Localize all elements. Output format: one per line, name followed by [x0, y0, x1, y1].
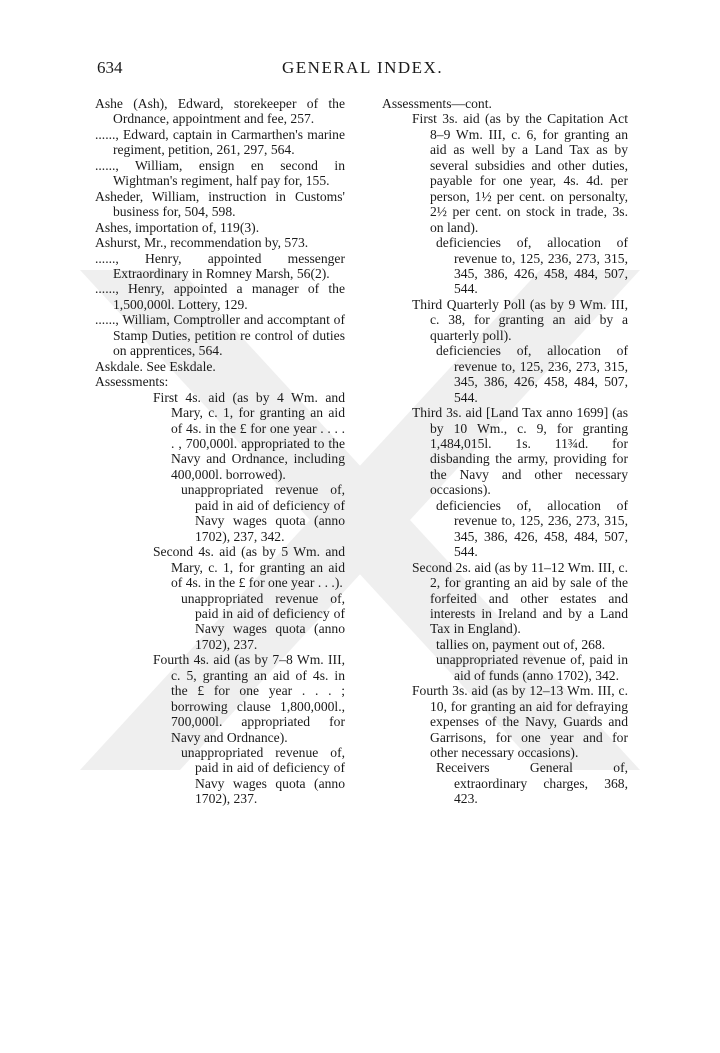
- index-entry: ......, Edward, captain in Carmarthen's marine regiment, petition, 261, 297, 564.: [95, 126, 345, 158]
- index-subentry: Second 4s. aid (as by 5 Wm. and Mary, c. 1, for granting an aid of 4s. in the £ for one year . . .).: [153, 544, 345, 591]
- index-subsubentry: tallies on, payment out of, 268.: [436, 636, 606, 652]
- index-subentry: Fourth 4s. aid (as by 7–8 Wm. III, c. 5, granting an aid of 4s. in the £ for one year . . . ; borrowing clause 1,800,000l., 700,000l. appropriated for Navy and Ordnance).: [153, 652, 345, 745]
- index-subsubentry: unappropriated revenue of, paid in aid of deficiency of Navy wages quota (anno 1702), 237.: [181, 745, 345, 807]
- index-subsubentry: unappropriated revenue of, paid in aid of funds (anno 1702), 342.: [436, 652, 628, 683]
- index-entry: Assessments:: [95, 374, 169, 390]
- index-entry: ......, Henry, appointed messenger Extraordinary in Romney Marsh, 56(2).: [95, 250, 345, 281]
- index-subsubentry: unappropriated revenue of, paid in aid of deficiency of Navy wages quota (anno 1702), 237, 342.: [181, 482, 345, 544]
- index-subsubentry: unappropriated revenue of, paid in aid of deficiency of Navy wages quota (anno 1702), 237.: [181, 590, 345, 652]
- index-entry: Asheder, William, instruction in Customs' business for, 504, 598.: [95, 188, 345, 220]
- index-subsubentry: deficiencies of, allocation of revenue to, 125, 236, 273, 315, 345, 386, 426, 458, 484, 507, 544.: [436, 343, 628, 405]
- page-title: GENERAL INDEX.: [282, 58, 444, 77]
- index-subsubentry: deficiencies of, allocation of revenue to, 125, 236, 273, 315, 345, 386, 426, 458, 484, 507, 544.: [436, 235, 628, 297]
- index-entry: Assessments—cont.: [382, 96, 492, 111]
- index-column-left: [95, 96, 345, 807]
- index-entry: Ashurst, Mr., recommendation by, 573.: [95, 235, 309, 251]
- index-subentry: Second 2s. aid (as by 11–12 Wm. III, c. 2, for granting an aid by sale of the forfeited and other estates and interests in Ireland and by a Land Tax in England).: [412, 559, 628, 637]
- page-header: [0, 58, 720, 84]
- index-subentry: First 3s. aid (as by the Capitation Act 8–9 Wm. III, c. 6, for granting an aid as well by a Land Tax as by several subsidies and other duties, payable for one year, 4s. 4d. per person, 1½ per cent. on personalty, 2½ per cent. on stock in trade, 3s. on land).: [412, 111, 628, 235]
- index-subentry: Third 3s. aid [Land Tax anno 1699] (as by 10 Wm., c. 9, for granting 1,484,015l. 1s. 11¾d. for disbanding the army, providing for the Navy and other necessary occasions).: [412, 405, 628, 498]
- index-entry: Askdale. See Eskdale.: [95, 358, 216, 374]
- index-entry: ......, Henry, appointed a manager of the 1,500,000l. Lottery, 129.: [95, 281, 345, 312]
- index-subentry: First 4s. aid (as by 4 Wm. and Mary, c. 1, for granting an aid of 4s. in the £ for one year . . . . . , 700,000l. appropriated to the Navy and Ordnance, including 400,000l. borrowed).: [153, 389, 345, 482]
- index-entry: ......, William, ensign en second in Wightman's regiment, half pay for, 155.: [95, 157, 345, 189]
- index-entry: Ashe (Ash), Edward, storekeeper of the Ordnance, appointment and fee, 257.: [95, 96, 345, 127]
- index-column-right: [382, 96, 628, 807]
- index-subentry: Third Quarterly Poll (as by 9 Wm. III, c. 38, for granting an aid by a quarterly poll).: [412, 296, 628, 343]
- index-entry: ......, William, Comptroller and accomptant of Stamp Duties, petition re control of duties on apprentices, 564.: [95, 312, 345, 359]
- page-number: 634: [97, 58, 123, 77]
- index-entry: Ashes, importation of, 119(3).: [95, 219, 260, 235]
- index-subsubentry: deficiencies of, allocation of revenue to, 125, 236, 273, 315, 345, 386, 426, 458, 484, 507, 544.: [436, 497, 628, 560]
- index-subsubentry: Receivers General of, extraordinary charges, 368, 423.: [436, 760, 628, 807]
- index-subentry: Fourth 3s. aid (as by 12–13 Wm. III, c. 10, for granting an aid for defraying expenses of the Navy, Guards and Garrisons, for one year and for other necessary occasions).: [412, 683, 628, 761]
